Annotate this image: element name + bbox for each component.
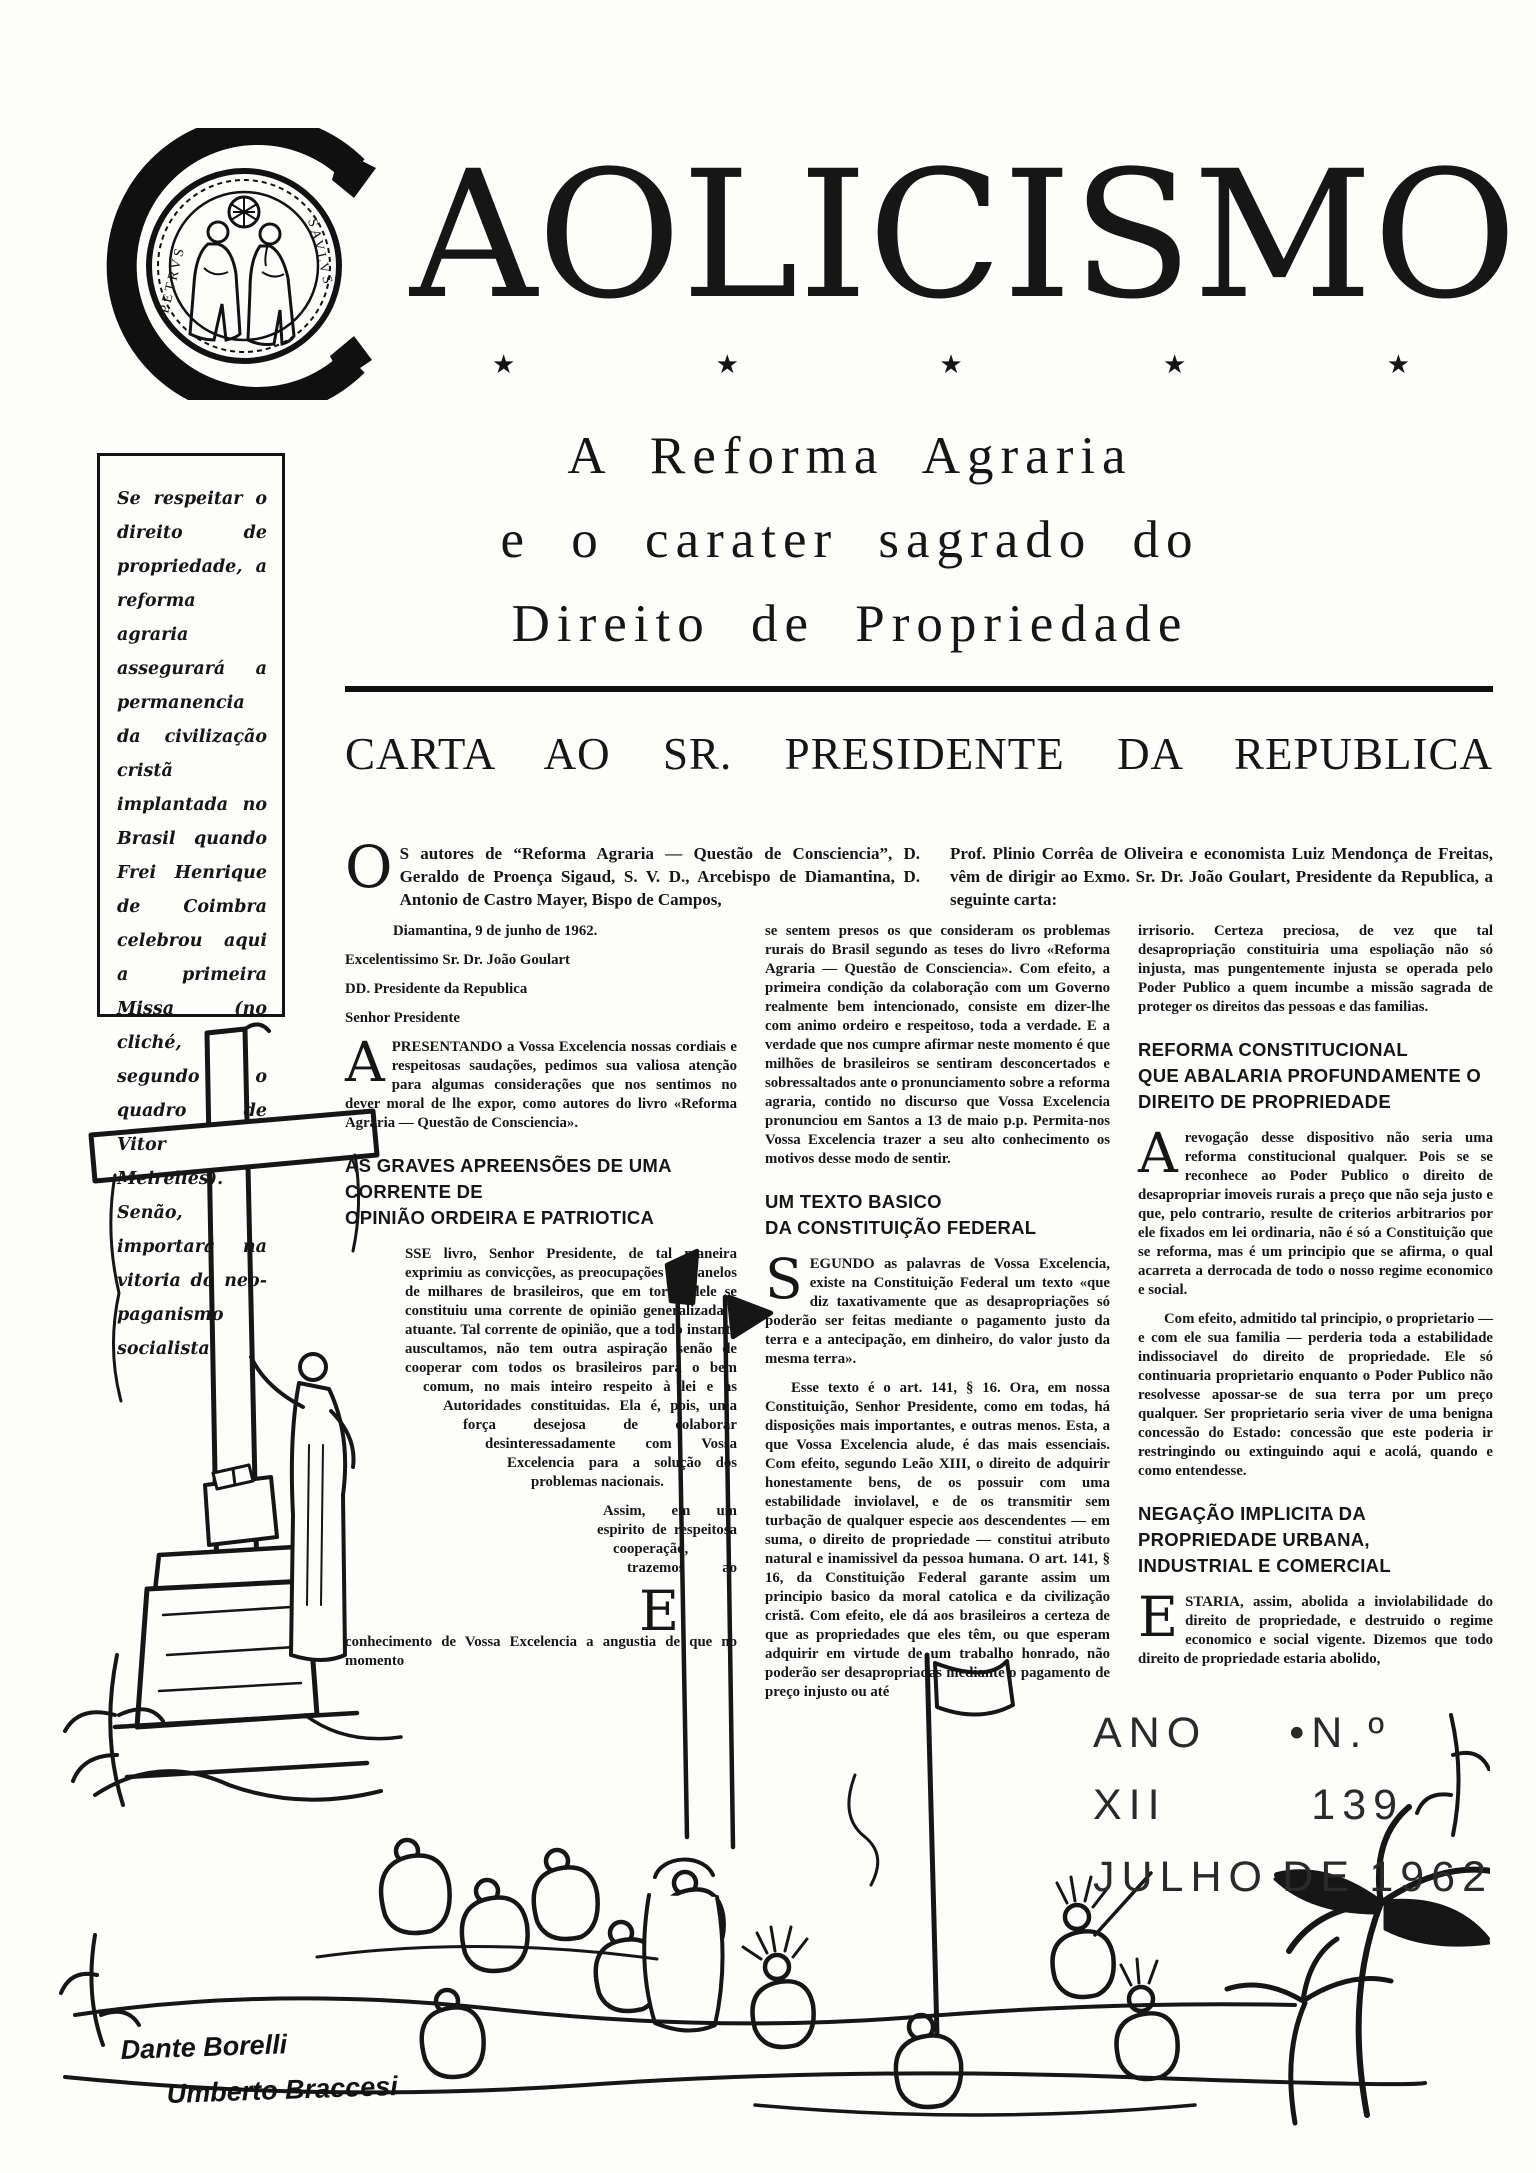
artist-signature-2: Umberto Braccesi [166, 2070, 399, 2109]
masthead-letter: C [867, 133, 1003, 339]
heading-line: QUE ABALARIA PROFUNDAMENTE O [1138, 1065, 1482, 1086]
masthead-letter: O [1372, 133, 1518, 339]
paragraph [765, 1247, 1110, 1369]
star-icon: ★ [1386, 350, 1410, 379]
column-3 [1093, 922, 1493, 1913]
heading-line: INDUSTRIAL E COMERCIAL [1138, 1555, 1391, 1576]
star-icon: ★ [1163, 350, 1187, 379]
section-heading [1138, 1501, 1493, 1579]
masthead-letter: L [681, 133, 799, 339]
letter-salutation: Senhor Presidente [345, 1010, 460, 1026]
letter-addressee-2: DD. Presidente da Republica [345, 981, 528, 997]
main-headline [355, 414, 1345, 666]
masthead-letter: S [1072, 133, 1193, 339]
section-heading [765, 1189, 1110, 1241]
headline-line-2: e o carater sagrado do [500, 511, 1200, 569]
heading-line: AS GRAVES APREENSÕES DE UMA [345, 1155, 672, 1176]
masthead-letter: I [798, 133, 868, 339]
paragraph [1138, 1121, 1493, 1300]
subheadline: CARTA AO SR. PRESIDENTE DA REPUBLICA [345, 729, 1493, 779]
caption-box: Se respeitar o direito de propriedade, a reforma agraria assegurará a permanencia da civilização cristã implantada no Brasil quando Frei Henrique de Coimbra celebrou aqui a primeira Missa (no cliché, segundo o quadro de Vitor Meirelles). Senão, importará na vitoria do neo-paganismo socialista. [97, 453, 285, 1017]
seal-label-petrus: PETRVS [157, 244, 189, 315]
intro-left-text: S autores de “Reforma Agraria — Questão de Consciencia”, D. Geraldo de Proença Sigaud, S. V. D., Arcebispo de Diamantina, D. Antonio de Castro Mayer, Bispo de Campos, [399, 844, 920, 909]
paragraph: Assim, em um espirito de respeitosa cooperação, trazemos ao conhecimento de Vossa Excelencia a angustia de que no momento [345, 1503, 737, 1669]
dropcap: E [639, 1579, 680, 1643]
section-heading [345, 1153, 737, 1231]
article-columns [345, 922, 1493, 1913]
dropcap: E [1138, 1585, 1179, 1649]
dropcap: O [345, 833, 393, 901]
intro-right: Prof. Plinio Corrêa de Oliveira e economista Luiz Mendonça de Freitas, vêm de dirigir ao Exmo. Sr. Dr. João Goulart, Presidente da Republica, a seguinte carta: [950, 844, 1493, 909]
issue-year-number: 1962 [1369, 1853, 1493, 1901]
heading-line: REFORMA CONSTITUCIONAL [1138, 1039, 1409, 1060]
paragraph: irrisorio. Certeza preciosa, de vez que tal desapropriação constituiria uma espoliação não só injusta, mas pungentemente injusta se operada pelo Poder Publico a quem incumbe a missão sagrada de proteger os direitos das pessoas e das familias. [1138, 923, 1493, 1015]
heading-line: NEGAÇÃO IMPLICITA DA [1138, 1503, 1366, 1524]
bullet-icon: • [1289, 1709, 1312, 1757]
issue-number: N.º 139 [1311, 1709, 1405, 1829]
masthead-letter: O [537, 133, 682, 339]
paragraph [1138, 1585, 1493, 1669]
issue-month: JULHO [1093, 1853, 1269, 1901]
heading-line: OPINIÃO ORDEIRA E PATRIOTICA [345, 1207, 655, 1228]
paragraph-text: PRESENTANDO a Vossa Excelencia nossas cordiais e respeitosas saudações, pedimos sua valiosa atenção para algumas considerações que nos sentimos no dever moral de lhe expor, como autores do livro «Reforma Agraria — Questão de Consciencia». [345, 1039, 737, 1131]
heading-line: CORRENTE DE [345, 1181, 483, 1202]
masthead-letter: M [1192, 133, 1373, 339]
artist-signature-1: Dante Borelli [120, 2029, 288, 2065]
paragraph-text: STARIA, assim, abolida a inviolabilidade do direito de propriedade, e destruido o regime economico e social vigente. Dizemos que todo direito de propriedade estaria abolido, [1138, 1594, 1493, 1667]
paragraph [345, 1030, 737, 1133]
letter-addressee-1: Excelentissimo Sr. Dr. João Goulart [345, 952, 570, 968]
star-row [492, 350, 1410, 380]
dropcap: A [1138, 1121, 1178, 1185]
paragraph: Com efeito, admitido tal principio, o proprietario — e com ele sua familia — perderia toda a estabilidade indissociavel do direito de propriedade. Ele só continuaria proprietario enquanto o Poder Publico não resolvesse apossar-se de sua terra por um preço qualquer. Ser proprietario seria viver de uma benigna concessão do Estado: concessão que este poderia ir restringindo ou extinguindo aqui e acolá, quando e como entendesse. [1138, 1311, 1493, 1479]
letter-dateline: Diamantina, 9 de junho de 1962. [393, 923, 598, 939]
issue-line-1 [1093, 1697, 1493, 1841]
section-heading [1138, 1037, 1493, 1115]
masthead-letter: A [410, 133, 538, 339]
intro-paragraphs [345, 833, 1493, 911]
horizontal-rule [345, 686, 1493, 692]
heading-line: UM TEXTO BASICO [765, 1191, 942, 1212]
intro-left [345, 833, 920, 911]
column-2 [765, 922, 1110, 1913]
issue-year: ANO XII [1093, 1709, 1208, 1829]
dropcap: S [765, 1247, 803, 1311]
paragraph: se sentem presos os que consideram os problemas rurais do Brasil segundo as teses do livro «Reforma Agraria — Questão de Consciencia». Com efeito, a primeira condição da colaboração com um Governo realmente bem intencionado, consiste em dizer-lhe com animo ordeiro e respeitoso, toda a verdade. E a verdade que nos cumpre afirmar neste momento é que milhões de brasileiros se sentiram desconcertados e sobressaltados ante o pronunciamento sobre a reforma agraria, contido no discurso que Vossa Excelencia pronunciou em Santos a 13 de maio p.p. Permita-nos Vossa Excelencia trazer a seu alto conhecimento os motivos desse modo de sentir. [765, 923, 1110, 1167]
masthead-letter: I [1002, 133, 1073, 339]
headline-line-3: Direito de Propriedade [511, 595, 1189, 653]
column-1 [345, 922, 737, 1913]
petrus-paulus-seal-icon [92, 128, 410, 400]
star-icon: ★ [715, 350, 739, 379]
heading-line: DA CONSTITUIÇÃO FEDERAL [765, 1217, 1037, 1238]
paragraph-text: EGUNDO as palavras de Vossa Excelencia, existe na Constituição Federal um texto «que diz taxativamente que as desapropriações só poderão ser feitas mediante o pagamento justo da terra e a antecipação, em dinheiro, do valor justo da mesma terra». [765, 1256, 1110, 1367]
star-icon: ★ [492, 350, 516, 379]
issue-info [1093, 1697, 1493, 1913]
masthead-letter-c-with-seal [92, 128, 410, 400]
heading-line: PROPRIEDADE URBANA, [1138, 1529, 1370, 1550]
heading-line: DIREITO DE PROPRIEDADE [1138, 1091, 1391, 1112]
paragraph-text: SSE livro, Senhor Presidente, de tal maneira exprimiu as convicções, as preocupações e os anelos de milhares de brasileiros, que em torno dele se constituiu uma corrente de opinião generalizada e atuante. Tal corrente de opinião, que a todo instante auscultamos, não tem outra aspiração senão de cooperar com todos os brasileiros para o bem comum, no mais inteiro respeito à lei e às Autoridades constituidas. Ela é, pois, uma força desejosa de colaborar desinteressadamente com Vossa Excelencia para a solução dos problemas nacionais. [405, 1246, 737, 1490]
paragraph: Esse texto é o art. 141, § 16. Ora, em nossa Constituição, Senhor Presidente, como em todas, há disposições mais importantes, e outras menos. Esta, a que Vossa Excelencia alude, é das mais essenciais. Com efeito, segundo Leão XIII, o direito de adquirir honestamente bens, de os possuir com uma estabilidade inviolavel, e de os transmitir sem turbação de qualquer especie aos descendentes — em suma, o direito de propriedade — constitui atributo natural e inamissivel da pessoa humana. O art. 141, § 16, da Constituição Federal garante assim um principio basico da moral catolica e da civilização cristã. Com efeito, ele dá aos brasileiros a certeza de que as propriedades que eles têm, ou que esperam adquirir em virtude de um trabalho honrado, não poderão ser desapropriadas mediante o pagamento de preço injusto ou até [765, 1380, 1110, 1700]
headline-line-1: A Reforma Agraria [567, 427, 1133, 485]
star-icon: ★ [939, 350, 963, 379]
issue-line-2 [1093, 1841, 1493, 1913]
issue-word: DE [1282, 1853, 1357, 1901]
dropcap: A [345, 1030, 385, 1094]
seal-label-saulus: SAVLVS [304, 217, 336, 289]
paragraph-text: revogação desse dispositivo não seria uma reforma constitucional qualquer. Pois se se reconhece ao Poder Publico o direito de desapropriar imoveis rurais a preço que não seja justo e que, pelo contrario, resulte de criterios arbitrarios por ele fixados em lei ordinaria, não é só a Constituição que se reforma, mas é um principio que se afirma, o qual acarreta a derrocada de todo o nosso regime economico e social. [1138, 1130, 1493, 1298]
